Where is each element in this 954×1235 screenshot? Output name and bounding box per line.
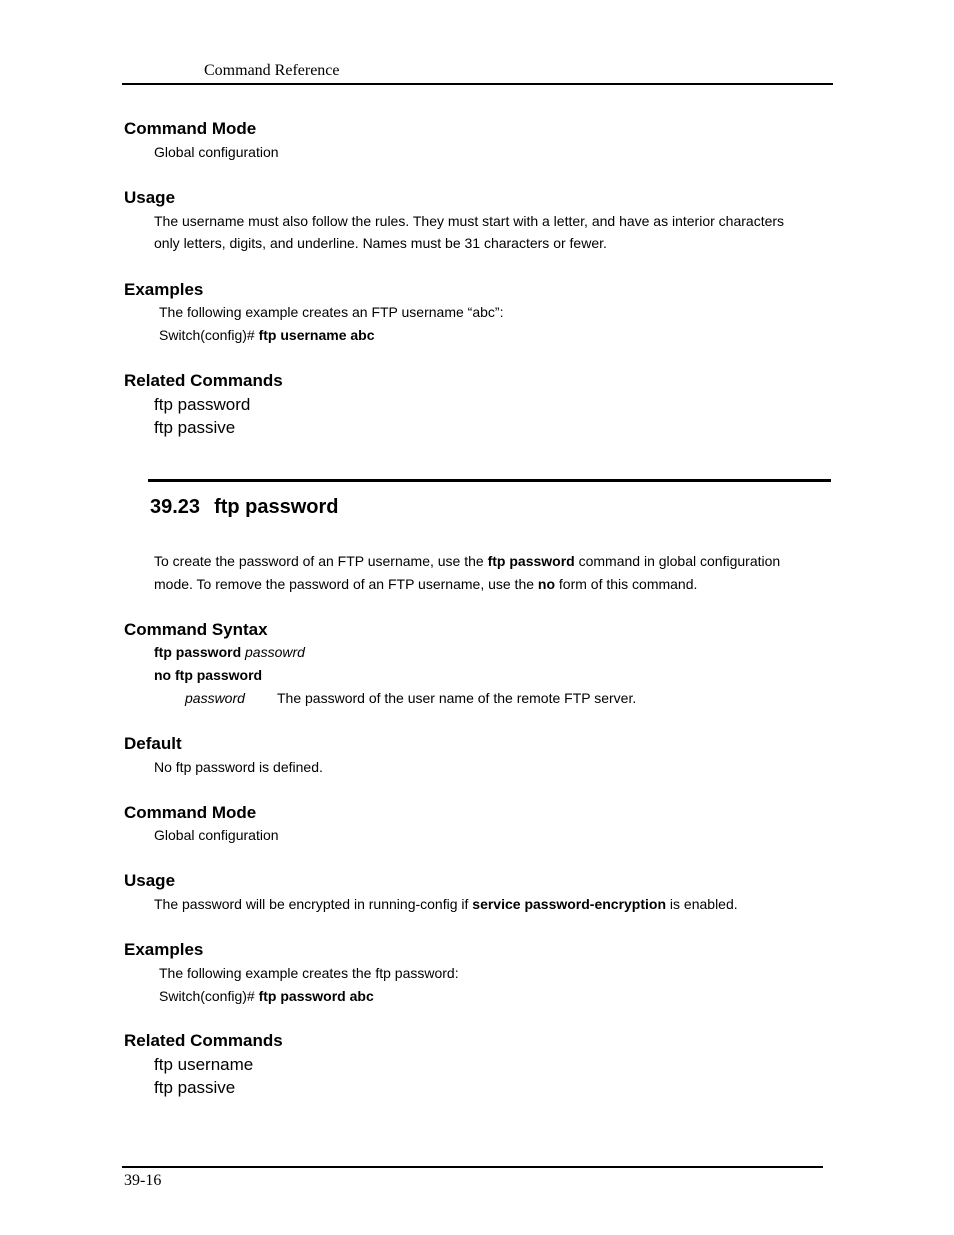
usage-text-part: The password will be encrypted in running-config if: [154, 896, 473, 912]
intro-line-1: [154, 553, 780, 569]
page-number: 39-16: [124, 1172, 162, 1189]
intro-text: command in global configuration: [574, 553, 781, 569]
syntax-command: no ftp password: [154, 667, 263, 683]
syntax-command: ftp password: [154, 644, 246, 660]
parameter-name-text: password: [185, 690, 245, 706]
intro-text: mode. To remove the password of an FTP username, use the: [154, 576, 538, 592]
examples-heading: Examples: [124, 940, 204, 959]
usage-line-2: only letters, digits, and underline. Names must be 31 characters or fewer.: [154, 235, 607, 251]
usage-heading: Usage: [124, 871, 176, 890]
usage-line-1: The username must also follow the rules. They must start with a letter, and have as interior characters: [154, 213, 785, 229]
intro-command: ftp password: [487, 553, 575, 569]
related-command-item: ftp passive: [154, 418, 236, 437]
command-mode-heading: Command Mode: [124, 803, 257, 822]
section-rule: [148, 479, 831, 482]
syntax-argument: passowrd: [245, 644, 305, 660]
usage-heading: Usage: [124, 188, 176, 207]
running-header: Command Reference: [204, 62, 340, 79]
syntax-line-1: [154, 644, 305, 660]
related-command-item: ftp passive: [154, 1078, 236, 1097]
intro-keyword: no: [537, 576, 556, 592]
related-command-item: ftp password: [154, 395, 251, 414]
examples-heading: Examples: [124, 280, 204, 299]
command-mode-heading: Command Mode: [124, 119, 257, 138]
example-command-line: [159, 988, 374, 1004]
command-syntax-heading: Command Syntax: [124, 620, 268, 639]
usage-command: service password-encryption: [472, 896, 667, 912]
section-title: [150, 496, 339, 519]
usage-text: [154, 896, 738, 912]
parameter-description: The password of the user name of the remote FTP server.: [277, 690, 637, 706]
syntax-line-2: [154, 667, 262, 683]
header-rule: [122, 83, 833, 85]
command-mode-text: Global configuration: [154, 144, 279, 160]
section-name: ftp password: [214, 496, 339, 518]
related-commands-heading: Related Commands: [124, 1031, 283, 1050]
examples-intro: The following example creates an FTP username “abc”:: [159, 304, 504, 320]
intro-line-2: [154, 576, 697, 592]
example-prompt: Switch(config)#: [159, 988, 259, 1004]
default-text: No ftp password is defined.: [154, 759, 323, 775]
section-number: 39.23: [150, 496, 201, 518]
intro-text: form of this command.: [555, 576, 698, 592]
example-command: ftp username abc: [258, 327, 375, 343]
parameter-name: [185, 690, 245, 706]
default-heading: Default: [124, 734, 182, 753]
related-command-item: ftp username: [154, 1055, 254, 1074]
usage-text-part: is enabled.: [666, 896, 738, 912]
intro-text: To create the password of an FTP username, use the: [154, 553, 488, 569]
example-command-line: [159, 327, 375, 343]
footer-rule: [122, 1166, 823, 1168]
examples-intro: The following example creates the ftp password:: [159, 965, 459, 981]
related-commands-heading: Related Commands: [124, 371, 283, 390]
example-prompt: Switch(config)#: [159, 327, 259, 343]
command-mode-text: Global configuration: [154, 827, 279, 843]
example-command: ftp password abc: [258, 988, 374, 1004]
